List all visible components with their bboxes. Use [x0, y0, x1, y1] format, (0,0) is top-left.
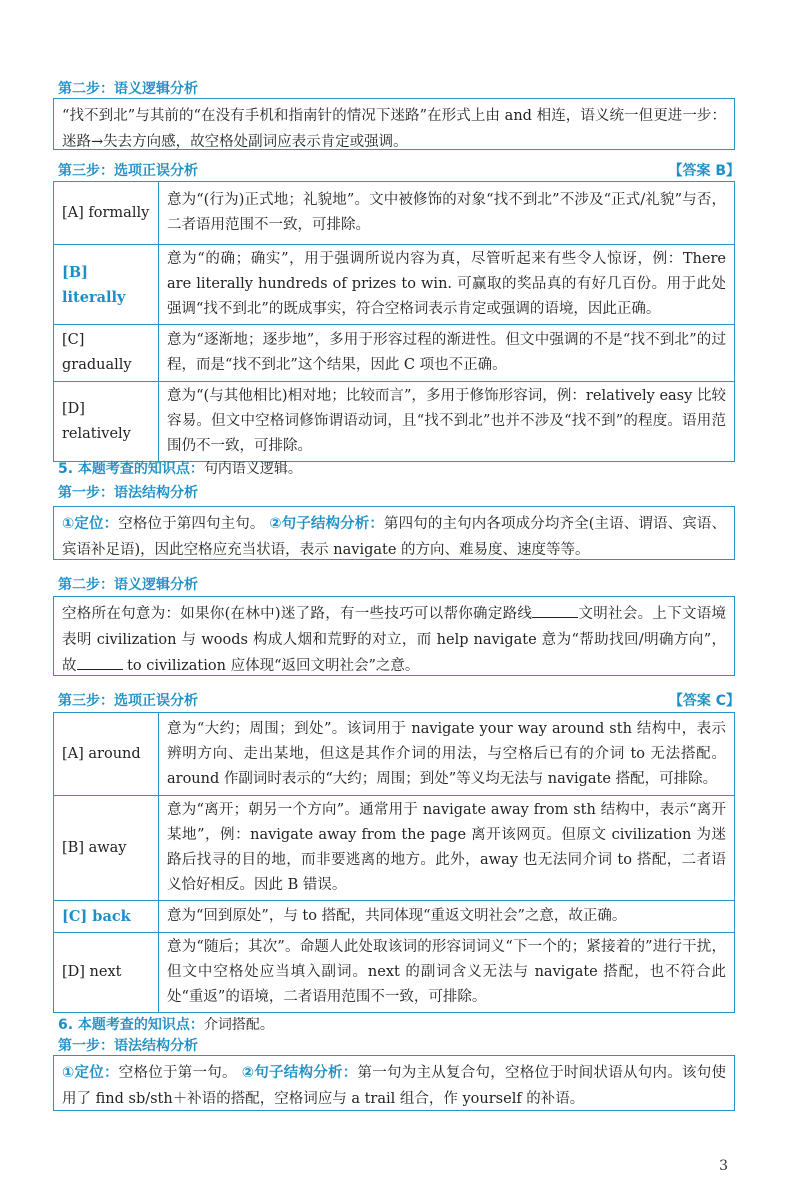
answer-blank	[77, 655, 123, 670]
q6-step1-title: 第一步：语法结构分析	[58, 1038, 198, 1054]
table-row	[54, 382, 735, 462]
answer-blank	[532, 603, 578, 618]
option-label: [A] formally	[54, 182, 159, 245]
q4-step3-title: 第三步：选项正误分析	[58, 163, 198, 179]
q5-step1-title: 第一步：语法结构分析	[58, 485, 198, 501]
q5-step1-box	[53, 506, 735, 560]
option-explanation: 意为“回到原处”，与 to 搭配，共同体现“重返文明社会”之意，故正确。	[159, 901, 735, 933]
q6-step1-box	[53, 1055, 735, 1111]
q5-step3-title: 第三步：选项正误分析	[58, 693, 198, 709]
option-explanation: 意为“(行为)正式地；礼貌地”。文中被修饰的对象“找不到北”不涉及“正式/礼貌”与否，二者语用范围不一致，可排除。	[159, 182, 735, 245]
option-label-correct: [C] back	[54, 901, 159, 933]
q6-loc-label: ①定位：	[62, 1065, 119, 1081]
q4-options-table	[53, 181, 735, 462]
table-row	[54, 901, 735, 933]
q6-struct-text: 第一句为主从复合句，空格位于时间状语从句内。该句使用了 find sb/sth＋补语的搭配，空格词应与 a trail 组合，作 yourself 的补语。	[62, 1065, 727, 1107]
table-row	[54, 933, 735, 1013]
q5-loc-text: 空格位于第四句主句。	[118, 516, 265, 532]
q6-heading-num: 6. 本题考查的知识点：	[58, 1017, 204, 1033]
q6-loc-text: 空格位于第一句。	[118, 1065, 237, 1081]
q5-answer-badge: 【答案 C】	[668, 693, 740, 709]
option-explanation: 意为“离开；朝另一个方向”。通常用于 navigate away from sth 结构中，表示“离开某地”，例：navigate away from the page 离开该网页。但原文 civilization 为迷路后找寻的目的地，而非要逃离的地方。此外，away 也无法同介词 to 搭配，二者语义恰好相反。因此 B 错误。	[159, 796, 735, 901]
table-row	[54, 796, 735, 901]
q5-loc-label: ①定位：	[62, 516, 119, 532]
option-explanation: 意为“逐渐地；逐步地”，多用于形容过程的渐进性。但文中强调的不是“找不到北”的过程，而是“找不到北”这个结果，因此 C 项也不正确。	[159, 325, 735, 382]
page-number: 3	[719, 1158, 728, 1174]
table-row	[54, 182, 735, 245]
q6-heading-topic: 介词搭配。	[203, 1017, 274, 1033]
q5-step2-part1: 空格所在句意为：如果你(在林中)迷了路，有一些技巧可以帮你确定路线	[62, 606, 533, 622]
option-label: [A] around	[54, 713, 159, 796]
table-row	[54, 325, 735, 382]
q5-heading-num: 5. 本题考查的知识点：	[58, 461, 204, 477]
option-explanation: 意为“大约；周围；到处”。该词用于 navigate your way around sth 结构中，表示辨明方向、走出某地，但这是其作介词的用法，与空格后已有的介词 to 无法搭配。around 作副词时表示的“大约；周围；到处”等义均无法与 navigate 搭配，可排除。	[159, 713, 735, 796]
q6-heading	[58, 1014, 274, 1034]
q5-step2-part3: to civilization 应体现“返回文明社会”之意。	[127, 658, 420, 674]
q4-step2-box	[53, 98, 735, 150]
q5-options-table	[53, 712, 735, 1013]
option-explanation: 意为“(与其他相比)相对地；比较而言”，多用于修饰形容词，例：relatively easy 比较容易。但文中空格词修饰谓语动词，且“找不到北”也并不涉及“找不到”的程度。语用范围仍不一致，可排除。	[159, 382, 735, 462]
q4-step2-title: 第二步：语义逻辑分析	[58, 81, 198, 97]
q5-struct-text: 第四句的主句内各项成分均齐全(主语、谓语、宾语、宾语补足语)，因此空格应充当状语，表示 navigate 的方向、难易度、速度等等。	[62, 516, 727, 558]
option-label: [D] relatively	[54, 382, 159, 462]
q5-step2-title: 第二步：语义逻辑分析	[58, 577, 198, 593]
option-label: [D] next	[54, 933, 159, 1013]
option-explanation: 意为“随后；其次”。命题人此处取该词的形容词词义“下一个的；紧接着的”进行干扰，但文中空格处应当填入副词。next 的副词含义无法与 navigate 搭配，也不符合此处“重返”的语境，二者语用范围不一致，可排除。	[159, 933, 735, 1013]
table-row	[54, 713, 735, 796]
q5-heading-topic: 句内语义逻辑。	[203, 461, 302, 477]
option-label: [B] away	[54, 796, 159, 901]
q6-struct-label: ②句子结构分析：	[241, 1065, 358, 1081]
q5-heading	[58, 458, 302, 478]
q4-step2-text: “找不到北”与其前的“在没有手机和指南针的情况下迷路”在形式上由 and 相连，语义统一但更进一步：迷路→失去方向感，故空格处副词应表示肯定或强调。	[62, 108, 726, 150]
q5-struct-label: ②句子结构分析：	[269, 516, 385, 532]
option-explanation: 意为“的确；确实”，用于强调所说内容为真，尽管听起来有些令人惊讶，例：There are literally hundreds of prizes to win. 可赢取的奖品真的有好几百份。用于此处强调“找不到北”的既成事实，符合空格词表示肯定或强调的语境，因此正确。	[159, 245, 735, 325]
table-row	[54, 245, 735, 325]
q5-step2-box	[53, 596, 735, 676]
q4-answer-badge: 【答案 B】	[668, 163, 740, 179]
option-label: [C] gradually	[54, 325, 159, 382]
q5-step2-part2: 文明社会。上下文语境表明 civilization 与 woods 构成人烟和荒野的对立，而 help navigate 意为“帮助找回/明确方向”，故	[62, 606, 727, 674]
option-label-correct: [B] literally	[54, 245, 159, 325]
